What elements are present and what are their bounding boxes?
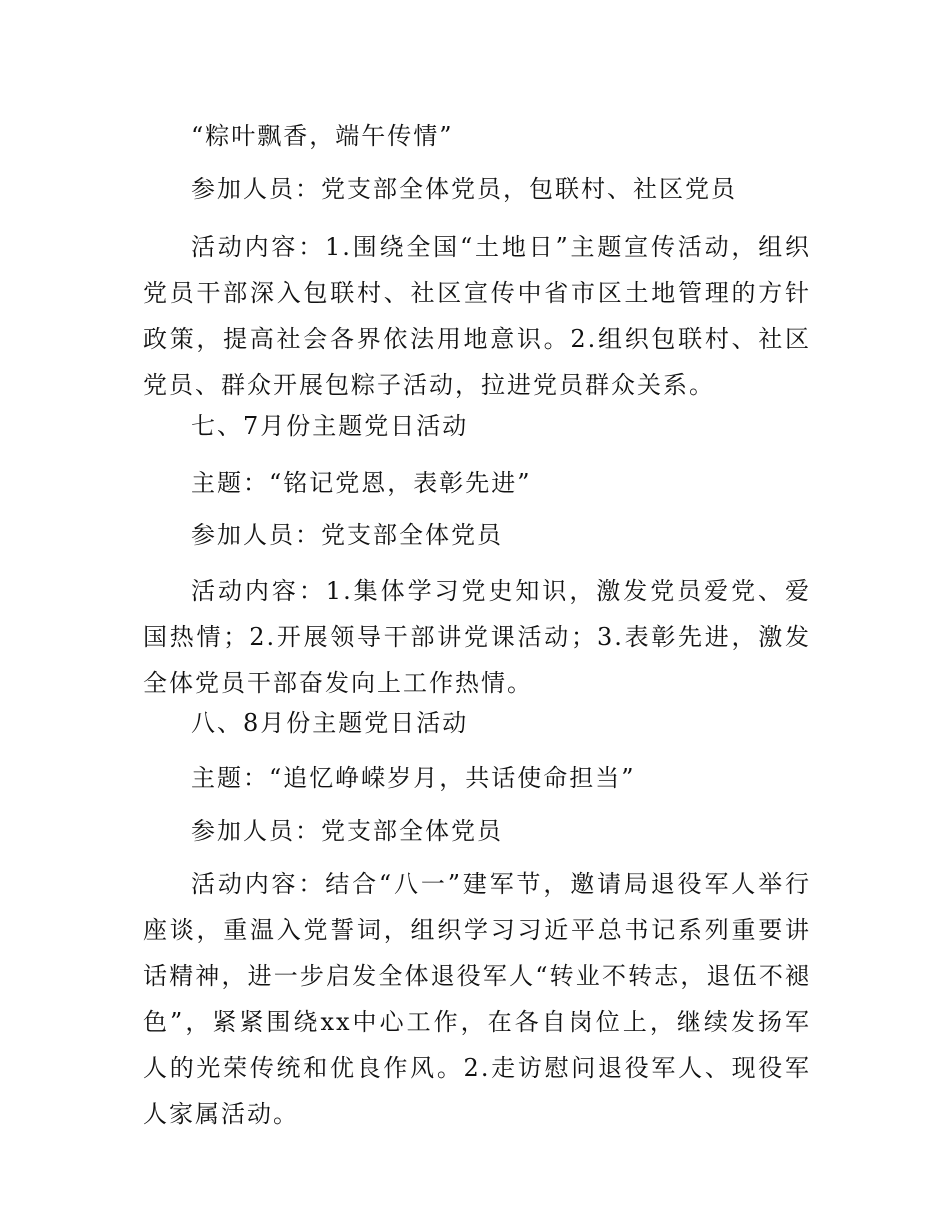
paragraph-activity-july: 活动内容：1.集体学习党史知识，激发党员爱党、爱国热情；2.开展领导干部讲党课活动；3.表彰先进，激发全体党员干部奋发向上工作热情。 bbox=[143, 577, 811, 697]
paragraph-activity-august: 活动内容：结合“八一”建军节，邀请局退役军人举行座谈，重温入党誓词，组织学习习近平总书记系列重要讲话精神，进一步启发全体退役军人“转业不转志，退伍不褪色”，紧紧围绕xx中心工作，在各自岗位上，继续发扬军人的光荣传统和优良作风。2.走访慰问退役军人、现役军人家属活动。 bbox=[143, 870, 811, 1128]
paragraph-participants-august: 参加人员：党支部全体党员 bbox=[191, 817, 503, 845]
heading-august-party-day: 八、8月份主题党日活动 bbox=[191, 709, 469, 737]
paragraph-theme-august: 主题：“追忆峥嵘岁月，共话使命担当” bbox=[191, 764, 636, 792]
paragraph-theme-dragon-boat: “粽叶飘香，端午传情” bbox=[191, 122, 454, 150]
heading-july-party-day: 七、7月份主题党日活动 bbox=[191, 412, 469, 440]
paragraph-participants-july: 参加人员：党支部全体党员 bbox=[191, 521, 503, 549]
paragraph-activity-june: 活动内容：1.围绕全国“土地日”主题宣传活动，组织党员干部深入包联村、社区宣传中省市区土地管理的方针政策，提高社会各界依法用地意识。2.组织包联村、社区党员、群众开展包粽子活动，拉进党员群众关系。 bbox=[143, 233, 811, 399]
paragraph-participants-june: 参加人员：党支部全体党员，包联村、社区党员 bbox=[191, 175, 737, 203]
paragraph-theme-july: 主题：“铭记党恩，表彰先进” bbox=[191, 469, 532, 497]
